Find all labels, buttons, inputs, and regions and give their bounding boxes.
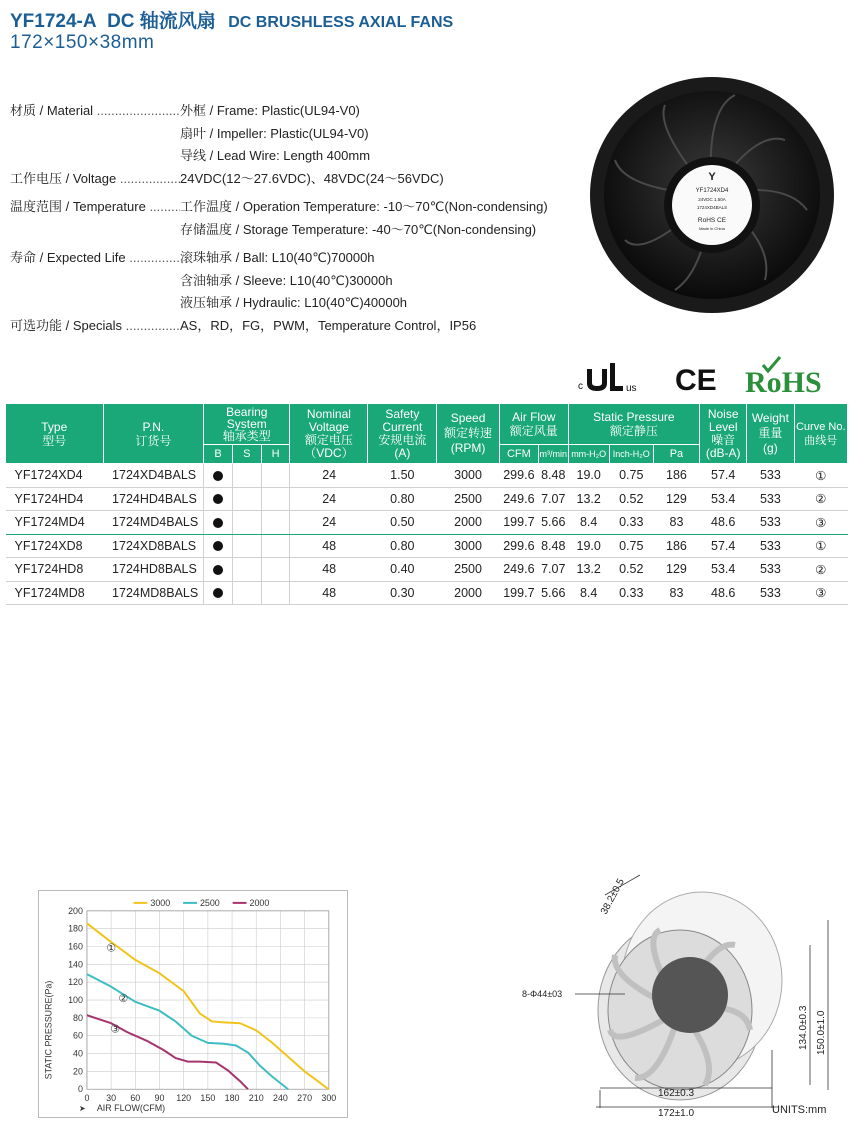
fan-logo-icon: Y (708, 171, 716, 183)
x-tick-label: 180 (224, 1093, 240, 1104)
cell-m3min: 5.66 (538, 511, 568, 535)
cell-m3min: 7.07 (538, 558, 568, 582)
cell-current: 0.30 (368, 581, 437, 605)
cell-weight: 533 (747, 464, 794, 488)
cell-voltage: 48 (290, 534, 368, 558)
dim-outer-height: 150.0±1.0 (816, 1010, 827, 1055)
table-row (6, 558, 848, 582)
cell-pa: 129 (653, 558, 699, 582)
spec-row-voltage (10, 168, 600, 191)
bullet-icon (213, 518, 223, 528)
dim-depth: 38.2±0.5 (598, 876, 627, 917)
en-title: DC BRUSHLESS AXIAL FANS (228, 14, 454, 31)
cell-current: 1.50 (368, 464, 437, 488)
spec-row-cont (10, 270, 600, 293)
bearing-cell-s (232, 511, 261, 535)
bearing-cell-h (261, 487, 290, 511)
dimension-drawing (510, 850, 845, 1122)
table-header-row (6, 404, 848, 445)
cell-curve: ③ (794, 511, 848, 535)
cn-title: DC 轴流风扇 (107, 11, 216, 32)
cell-current: 0.80 (368, 487, 437, 511)
x-tick-label: 150 (200, 1093, 216, 1104)
cell-type: YF1724XD4 (6, 464, 104, 488)
table-body (6, 464, 848, 605)
y-tick-label: 40 (73, 1048, 83, 1059)
cell-cfm: 199.7 (499, 581, 538, 605)
cell-mmh2o: 13.2 (568, 487, 609, 511)
col-pn: P.N. 订货号 (103, 404, 204, 464)
col-speed: Speed 额定转速 (RPM) (437, 404, 500, 464)
x-tick-label: 210 (248, 1093, 264, 1104)
y-tick-label: 60 (73, 1030, 83, 1041)
bearing-cell-h (261, 581, 290, 605)
spec-label: 工作电压 / Voltage ..... (10, 168, 180, 191)
spec-value: 液压轴承 / Hydraulic: L10(40℃)40000h (180, 295, 408, 310)
cell-pa: 83 (653, 581, 699, 605)
col-bearing: Bearing System 轴承类型 (204, 404, 290, 445)
x-arrow-icon: ➤ (79, 1104, 86, 1114)
spec-row-cont (10, 219, 600, 242)
col-pa: Pa (653, 445, 699, 464)
legend-label: 3000 (150, 897, 171, 908)
cell-speed: 2500 (437, 558, 500, 582)
spec-label: 温度范围 / Temperature ..... (10, 196, 180, 219)
cell-speed: 2000 (437, 581, 500, 605)
col-inh2o: Inch-H₂O (609, 445, 653, 464)
cell-mmh2o: 13.2 (568, 558, 609, 582)
dim-inner-height: 134.0±0.3 (798, 1005, 809, 1050)
cell-noise: 53.4 (700, 487, 747, 511)
page-title (10, 6, 453, 33)
cell-m3min: 5.66 (538, 581, 568, 605)
cell-type: YF1724MD4 (6, 511, 104, 535)
col-current: Safety Current 安规电流 (A) (368, 404, 437, 464)
bullet-icon (213, 494, 223, 504)
y-tick-label: 180 (68, 923, 83, 934)
col-noise: Noise Level 噪音 (dB-A) (700, 404, 747, 464)
cell-noise: 57.4 (700, 534, 747, 558)
cell-mmh2o: 8.4 (568, 511, 609, 535)
cell-pn: 1724HD4BALS (103, 487, 204, 511)
cell-m3min: 8.48 (538, 534, 568, 558)
cell-pa: 186 (653, 534, 699, 558)
cell-noise: 53.4 (700, 558, 747, 582)
dimensions-subtitle: 172×150×38mm (10, 32, 155, 53)
spec-value: 工作温度 / Operation Temperature: -10～70℃(Non-condensing) (180, 199, 548, 214)
col-voltage: Nominal Voltage 额定电压 （VDC） (290, 404, 368, 464)
y-tick-label: 200 (68, 905, 83, 916)
cell-inh2o: 0.33 (609, 581, 653, 605)
cell-mmh2o: 19.0 (568, 534, 609, 558)
cell-inh2o: 0.52 (609, 558, 653, 582)
cell-speed: 3000 (437, 464, 500, 488)
x-tick-label: 30 (106, 1093, 117, 1104)
spec-table (5, 403, 848, 605)
ul-c-mark: c (578, 381, 583, 392)
bullet-icon (213, 565, 223, 575)
cell-curve: ② (794, 487, 848, 511)
bearing-cell-b (204, 464, 233, 488)
y-tick-label: 0 (78, 1084, 83, 1095)
cell-voltage: 24 (290, 487, 368, 511)
bearing-cell-b (204, 534, 233, 558)
cell-voltage: 48 (290, 558, 368, 582)
bearing-cell-h (261, 511, 290, 535)
fan-label-origin: Made in China (699, 226, 725, 231)
spec-value: 滚珠轴承 / Ball: L10(40℃)70000h (180, 250, 375, 265)
x-tick-label: 0 (84, 1093, 90, 1104)
table-row (6, 534, 848, 558)
legend-label: 2500 (199, 897, 220, 908)
spec-row-specials (10, 315, 600, 338)
spec-value: 扇叶 / Impeller: Plastic(UL94-V0) (180, 125, 369, 141)
cell-inh2o: 0.33 (609, 511, 653, 535)
col-bearing-s: S (232, 445, 261, 464)
curve-marker: ③ (110, 1023, 121, 1036)
cell-mmh2o: 19.0 (568, 464, 609, 488)
cell-m3min: 7.07 (538, 487, 568, 511)
cell-pn: 1724MD8BALS (103, 581, 204, 605)
ul-logo-icon (587, 363, 623, 391)
bearing-cell-b (204, 511, 233, 535)
x-tick-label: 120 (176, 1093, 192, 1104)
x-tick-label: 300 (321, 1093, 337, 1104)
cell-current: 0.40 (368, 558, 437, 582)
cell-type: YF1724MD8 (6, 581, 104, 605)
spec-row-cont (10, 123, 600, 146)
spec-row-cont (10, 292, 600, 315)
cell-pn: 1724MD4BALS (103, 511, 204, 535)
cell-pn: 1724XD8BALS (103, 534, 204, 558)
cell-mmh2o: 8.4 (568, 581, 609, 605)
bearing-cell-b (204, 487, 233, 511)
ul-us-mark: us (626, 383, 637, 394)
bearing-cell-h (261, 464, 290, 488)
cell-speed: 2000 (437, 511, 500, 535)
spec-value: 外框 / Frame: Plastic(UL94-V0) (180, 103, 360, 118)
y-tick-label: 120 (68, 977, 83, 988)
x-tick-label: 90 (154, 1093, 165, 1104)
certification-marks (575, 355, 840, 397)
cell-inh2o: 0.52 (609, 487, 653, 511)
cell-cfm: 299.6 (499, 534, 538, 558)
fan-drawing-shape (598, 892, 782, 1100)
dim-inner-width: 162±0.3 (658, 1088, 695, 1099)
cell-type: YF1724HD8 (6, 558, 104, 582)
cell-voltage: 48 (290, 581, 368, 605)
cell-cfm: 249.6 (499, 558, 538, 582)
cell-curve: ① (794, 464, 848, 488)
cell-m3min: 8.48 (538, 464, 568, 488)
bearing-cell-h (261, 558, 290, 582)
y-tick-label: 160 (68, 941, 83, 952)
cell-noise: 48.6 (700, 581, 747, 605)
legend-label: 2000 (249, 897, 270, 908)
cell-weight: 533 (747, 511, 794, 535)
col-m3min: m³/min (538, 445, 568, 464)
cell-weight: 533 (747, 558, 794, 582)
curve-marker: ② (118, 993, 129, 1006)
rohs-mark: RoHS (745, 366, 822, 397)
cell-cfm: 299.6 (499, 464, 538, 488)
cell-pa: 186 (653, 464, 699, 488)
table-row (6, 487, 848, 511)
curve-marker: ① (106, 942, 117, 955)
bearing-cell-s (232, 487, 261, 511)
cell-type: YF1724HD4 (6, 487, 104, 511)
cell-type: YF1724XD8 (6, 534, 104, 558)
cell-inh2o: 0.75 (609, 464, 653, 488)
cell-current: 0.50 (368, 511, 437, 535)
cell-cfm: 249.6 (499, 487, 538, 511)
col-curve: Curve No. 曲线号 (794, 404, 848, 464)
x-tick-label: 60 (130, 1093, 141, 1104)
cell-weight: 533 (747, 581, 794, 605)
spec-row-life (10, 247, 600, 270)
cell-voltage: 24 (290, 511, 368, 535)
chart-xlabel: AIR FLOW(CFM) (96, 1103, 166, 1114)
cell-voltage: 24 (290, 464, 368, 488)
cell-weight: 533 (747, 534, 794, 558)
bearing-cell-b (204, 581, 233, 605)
fan-label-rating: 24VDC 1.50A (698, 197, 726, 202)
cell-speed: 2500 (437, 487, 500, 511)
fan-label-marks: RoHS CE (697, 217, 727, 224)
cell-noise: 57.4 (700, 464, 747, 488)
table-row (6, 581, 848, 605)
cell-speed: 3000 (437, 534, 500, 558)
cell-weight: 533 (747, 487, 794, 511)
col-pressure: Static Pressure 额定静压 (568, 404, 699, 445)
bullet-icon (213, 541, 223, 551)
y-tick-label: 20 (73, 1066, 83, 1077)
chart-ylabel: STATIC PRESSURE(Pa) (43, 980, 54, 1080)
spec-label: 可选功能 / Specials ..... (10, 315, 180, 338)
ce-mark: CE (675, 364, 717, 397)
bearing-cell-s (232, 581, 261, 605)
fan-label-pn: 1724XD4BALS (696, 205, 728, 210)
dim-holes: 8-Φ44±03 (522, 989, 563, 999)
spec-label: 寿命 / Expected Life ..... (10, 247, 180, 270)
col-airflow: Air Flow 额定风量 (499, 404, 568, 445)
bearing-cell-s (232, 464, 261, 488)
table-row (6, 464, 848, 488)
pq-chart (38, 890, 348, 1118)
cell-pn: 1724HD8BALS (103, 558, 204, 582)
x-tick-label: 270 (297, 1093, 313, 1104)
cell-curve: ① (794, 534, 848, 558)
spec-value: 24VDC(12～27.6VDC)、48VDC(24～56VDC) (180, 170, 444, 186)
col-cfm: CFM (499, 445, 538, 464)
x-tick-label: 240 (272, 1093, 288, 1104)
bullet-icon (213, 471, 223, 481)
col-weight: Weight 重量 (g) (747, 404, 794, 464)
spec-value: 含油轴承 / Sleeve: L10(40℃)30000h (180, 272, 393, 288)
cell-pa: 83 (653, 511, 699, 535)
cell-cfm: 199.7 (499, 511, 538, 535)
cell-curve: ③ (794, 581, 848, 605)
y-tick-label: 80 (73, 1012, 83, 1023)
cell-pa: 129 (653, 487, 699, 511)
spec-row-temperature (10, 196, 600, 219)
spec-list (10, 100, 600, 337)
model-title: YF1724-A (10, 11, 97, 32)
chart-ticks (68, 906, 336, 1103)
cell-noise: 48.6 (700, 511, 747, 535)
bearing-cell-h (261, 534, 290, 558)
spec-row-material (10, 100, 600, 123)
cell-current: 0.80 (368, 534, 437, 558)
col-mmh2o: mm-H₂O (568, 445, 609, 464)
col-bearing-b: B (204, 445, 233, 464)
bearing-cell-s (232, 558, 261, 582)
spec-value: 存储温度 / Storage Temperature: -40～70℃(Non-condensing) (180, 221, 537, 237)
cell-curve: ② (794, 558, 848, 582)
chart-legend (134, 898, 270, 908)
table-row (6, 511, 848, 535)
spec-value: 导线 / Lead Wire: Length 400mm (180, 148, 371, 163)
spec-label: 材质 / Material ..... (10, 100, 180, 123)
y-tick-label: 100 (68, 995, 83, 1006)
spec-value: AS，RD，FG，PWM，Temperature Control，IP56 (180, 317, 477, 333)
cell-pn: 1724XD4BALS (103, 464, 204, 488)
dim-outer-width: 172±1.0 (658, 1108, 695, 1119)
fan-label-model: YF1724XD4 (695, 188, 729, 194)
spec-row-cont (10, 145, 600, 168)
col-bearing-h: H (261, 445, 290, 464)
units-label: UNITS:mm (772, 1104, 827, 1116)
bearing-cell-s (232, 534, 261, 558)
fan-product-image (585, 70, 840, 320)
bearing-cell-b (204, 558, 233, 582)
y-tick-label: 140 (68, 959, 83, 970)
col-type: Type 型号 (6, 404, 104, 464)
bullet-icon (213, 588, 223, 598)
cell-inh2o: 0.75 (609, 534, 653, 558)
